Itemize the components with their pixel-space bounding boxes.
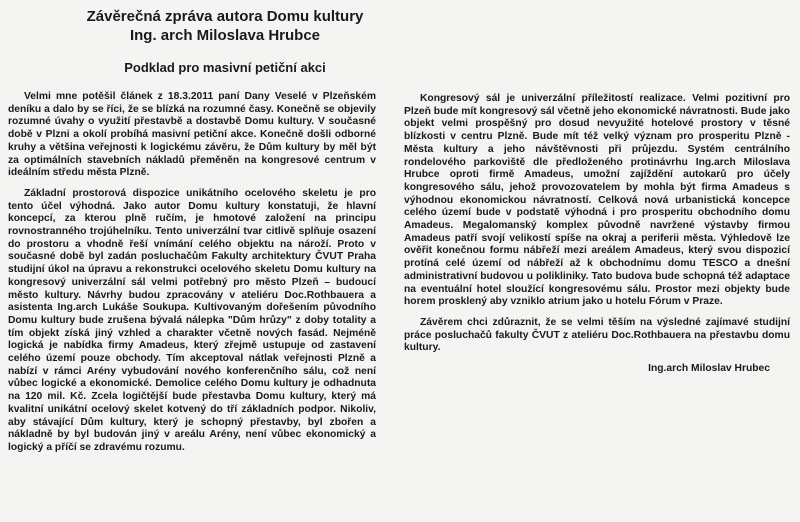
left-paragraph-1: Velmi mne potěšil článek z 18.3.2011 paní Dany Veselé v Plzeňském deníku a dalo by se říci, že se blízká na rozumné časy. Konečně se objevily rozumné úvahy o využití přestavbě a dostavbě Domu kultury. V současné době v Plzni a okolí probíhá masivní petiční akce. Konečně došli odborné kruhy a většina veřejnosti k logickému závěru, že Dům kultury by měl být za optimálních stavebních nákladů přeměněn na kongresové centrum v ideálním středu města Plzně. — [8, 91, 376, 179]
right-column — [404, 93, 790, 376]
document-author-line: Ing. arch Miloslava Hrubce — [129, 27, 321, 44]
document-title: Závěrečná zpráva autora Domu kultury — [86, 8, 364, 25]
document-subtitle: Podklad pro masivní petiční akci — [124, 60, 326, 75]
right-paragraph-2: Závěrem chci zdůraznit, že se velmi těším na výsledné zajímavé studijní práce posluchačů fakulty ČVUT z ateliéru Doc.Rothbauera na přestavbu domu kultury. — [404, 316, 790, 354]
left-paragraph-2: Základní prostorová dispozice unikátního ocelového skeletu je pro tento účel výhodná. Jako autor Domu kultury konstatuji, že hlavní koncepcí, za kterou plně ručím, je hmotové založení na principu rovnostranného trojúhelníku. Tento univerzální tvar citlivě splňuje osazení do prostoru a vhodně řeší vnímání celého objektu na nároží. Proto v současné době byl zadán posluchačům Fakulty architektury ČVUT Praha studijní úkol na úpravu a rekonstrukci ocelového skeletu Domu kultury na kongresový univerzální sál velmi potřebný pro město Plzeň – budoucí město kultury. Návrhy budou zpracovány v ateliéru Doc.Rothbauera a asistenta Ing.arch Lukáše Soukupa. Kultivovaným dořešením původního Domu kultury bude zrušena bývalá nálepka "Dům hrůzy" z doby totality a tím objekt získá jiný vzhled a charakter včetně nových fasád. Nejméně logická je nabídka firmy Amadeus, který zřejmě ustupuje od zastavení celého území pouze obchody. Tím akceptoval nátlak veřejnosti Plzně a nabízí v rámci Arény vybudování nového konferenčního sálu, což není vůbec logické a ekonomické. Demolice celého Domu kultury je odhadnuta na 120 mil. Kč. Zcela logičtější bude přestavba Domu kultury, který má kvalitní unikátní ocelový skelet kotvený do tří základních podpor. Nikoliv, aby stávající Dům kultury, který je schopný přestavby, byl zbořen a nákladně by byl budován jiný v areálu Arény, není vůbec ekonomický a logický a příčí se zdravému rozumu. — [8, 187, 376, 453]
right-paragraph-1: Kongresový sál je univerzální příležitostí realizace. Velmi pozitivní pro Plzeň bude mít kongresový sál včetně jeho ekonomické návratnosti. Bude jako objekt velmi prospěšný pro dosud nevyužité hotelové prostory v těsné blízkosti v centru Plzně. Bude mít též velký význam pro prosperitu Plzně - Města kultury a jeho návštěvnosti při průjezdu. Systém centrálního rondelového parkoviště dle předloženého protinávrhu Ing.arch Miloslava Hrubce oproti firmě Amadeus, umožní zajíždění autokarů pro účely kongresového sálu, jehož provozovatelem by mohla být firma Amadeus s výhodnou ekonomickou návratností. Celková nová urbanistická koncepce celého území bude v podstatě výhodná i pro prosperitu obchodního domu Amadeus. Megalomanský komplex původně navržené výstavby firmou Amadeus patří svojí velikostí spíše na okraj a periferii města. Výhledově lze ověřit konečnou formu nábřeží mezi areálem Amadeus, který svou dispozicí protíná celé území od nábřeží až k obchodnímu domu TESCO a dnešní administrativní budovou u polikliniky. Tato budova bude schopná též adaptace na eventuální hotel sloužící kongresovému sálu. Prostor mezi objekty bude horem prosklený aby vzniklo atrium jako u hotelu Fórum v Praze. — [404, 93, 790, 308]
signature: Ing.arch Miloslav Hrubec — [648, 363, 770, 375]
left-column — [8, 91, 376, 455]
